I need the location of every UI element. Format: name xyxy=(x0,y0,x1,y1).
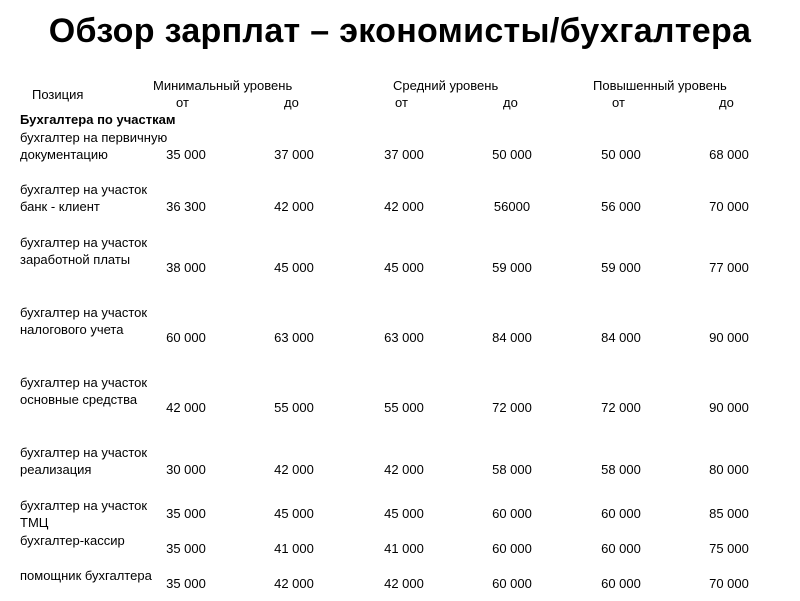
salary-cell: 50 000 xyxy=(601,146,641,162)
salary-cell: 56 000 xyxy=(601,198,641,214)
position-name: бухгалтер на участок основные средства xyxy=(20,375,148,407)
salary-cell: 42 000 xyxy=(166,400,206,415)
salary-cell: 45 000 xyxy=(384,260,424,275)
salary-cell: 56000 xyxy=(493,198,531,214)
position-name: бухгалтер на участок ТМЦ xyxy=(20,498,148,530)
table-row xyxy=(0,304,800,372)
salary-cell: 70 000 xyxy=(709,198,749,214)
header-avg-level: Средний уровень xyxy=(393,78,499,93)
salary-cell: 80 000 xyxy=(709,461,749,477)
salary-cell: 58 000 xyxy=(492,461,532,477)
header-min-level: Минимальный уровень xyxy=(153,78,293,93)
header-min-from: от xyxy=(176,95,189,110)
table-row xyxy=(0,129,800,180)
salary-cell: 41 000 xyxy=(384,541,424,556)
header-high-to: до xyxy=(719,95,734,110)
header-min-to: до xyxy=(284,95,299,110)
header-position: Позиция xyxy=(32,87,84,102)
position-name: бухгалтер на участок заработной платы xyxy=(20,235,148,267)
salary-cell: 42 000 xyxy=(274,198,314,214)
salary-cell: 60 000 xyxy=(492,506,532,521)
salary-cell: 55 000 xyxy=(384,400,424,415)
salary-cell: 90 000 xyxy=(709,330,749,345)
salary-cell: 58 000 xyxy=(601,461,641,477)
salary-cell: 72 000 xyxy=(601,400,641,415)
table-row xyxy=(0,444,800,495)
salary-cell: 72 000 xyxy=(492,400,532,415)
salary-cell: 35 000 xyxy=(166,506,206,521)
salary-cell: 37 000 xyxy=(274,146,314,162)
table-row xyxy=(0,234,800,302)
salary-cell: 37 000 xyxy=(384,146,424,162)
salary-cell: 42 000 xyxy=(384,461,424,477)
section-title: Бухгалтера по участкам xyxy=(20,112,176,127)
position-name: бухгалтер на участок реализация xyxy=(20,445,148,477)
salary-cell: 90 000 xyxy=(709,400,749,415)
salary-cell: 68 000 xyxy=(709,146,749,162)
position-name: бухгалтер на участок налогового учета xyxy=(20,305,148,337)
salary-cell: 60 000 xyxy=(601,576,641,591)
position-name: бухгалтер на первичную документацию xyxy=(20,130,168,162)
salary-cell: 77 000 xyxy=(709,260,749,275)
salary-cell: 42 000 xyxy=(274,461,314,477)
header-avg-from: от xyxy=(395,95,408,110)
salary-cell: 35 000 xyxy=(166,146,206,162)
salary-cell: 60 000 xyxy=(492,541,532,556)
salary-cell: 59 000 xyxy=(492,260,532,275)
salary-cell: 60 000 xyxy=(601,506,641,521)
salary-cell: 60 000 xyxy=(492,576,532,591)
salary-cell: 35 000 xyxy=(166,541,206,556)
salary-cell: 41 000 xyxy=(274,541,314,556)
salary-cell: 85 000 xyxy=(709,506,749,521)
table-row xyxy=(0,532,800,566)
salary-cell: 45 000 xyxy=(384,506,424,521)
salary-cell: 70 000 xyxy=(709,576,749,591)
salary-cell: 60 000 xyxy=(601,541,641,556)
salary-cell: 59 000 xyxy=(601,260,641,275)
position-name: помощник бухгалтера xyxy=(20,568,152,583)
salary-cell: 55 000 xyxy=(274,400,314,415)
page-title: Обзор зарплат – экономисты/бухгалтера xyxy=(48,12,752,50)
salary-cell: 42 000 xyxy=(274,576,314,591)
salary-cell: 63 000 xyxy=(384,330,424,345)
header-high-from: от xyxy=(612,95,625,110)
position-name: бухгалтер-кассир xyxy=(20,533,125,548)
salary-cell: 45 000 xyxy=(274,260,314,275)
salary-cell: 42 000 xyxy=(384,198,424,214)
header-avg-to: до xyxy=(503,95,518,110)
salary-cell: 84 000 xyxy=(601,330,641,345)
salary-cell: 75 000 xyxy=(709,541,749,556)
salary-cell: 63 000 xyxy=(274,330,314,345)
table-row xyxy=(0,567,800,601)
table-row xyxy=(0,181,800,232)
salary-cell: 36 300 xyxy=(166,198,206,214)
position-name: бухгалтер на участок банк - клиент xyxy=(20,182,148,214)
salary-cell: 42 000 xyxy=(384,576,424,591)
salary-cell: 38 000 xyxy=(166,260,206,275)
salary-cell: 50 000 xyxy=(492,146,532,162)
salary-cell: 30 000 xyxy=(166,461,206,477)
header-high-level: Повышенный уровень xyxy=(593,78,727,93)
salary-cell: 60 000 xyxy=(166,330,206,345)
table-row xyxy=(0,374,800,442)
salary-cell: 84 000 xyxy=(492,330,532,345)
salary-cell: 45 000 xyxy=(274,506,314,521)
table-row xyxy=(0,497,800,531)
salary-cell: 35 000 xyxy=(166,576,206,591)
